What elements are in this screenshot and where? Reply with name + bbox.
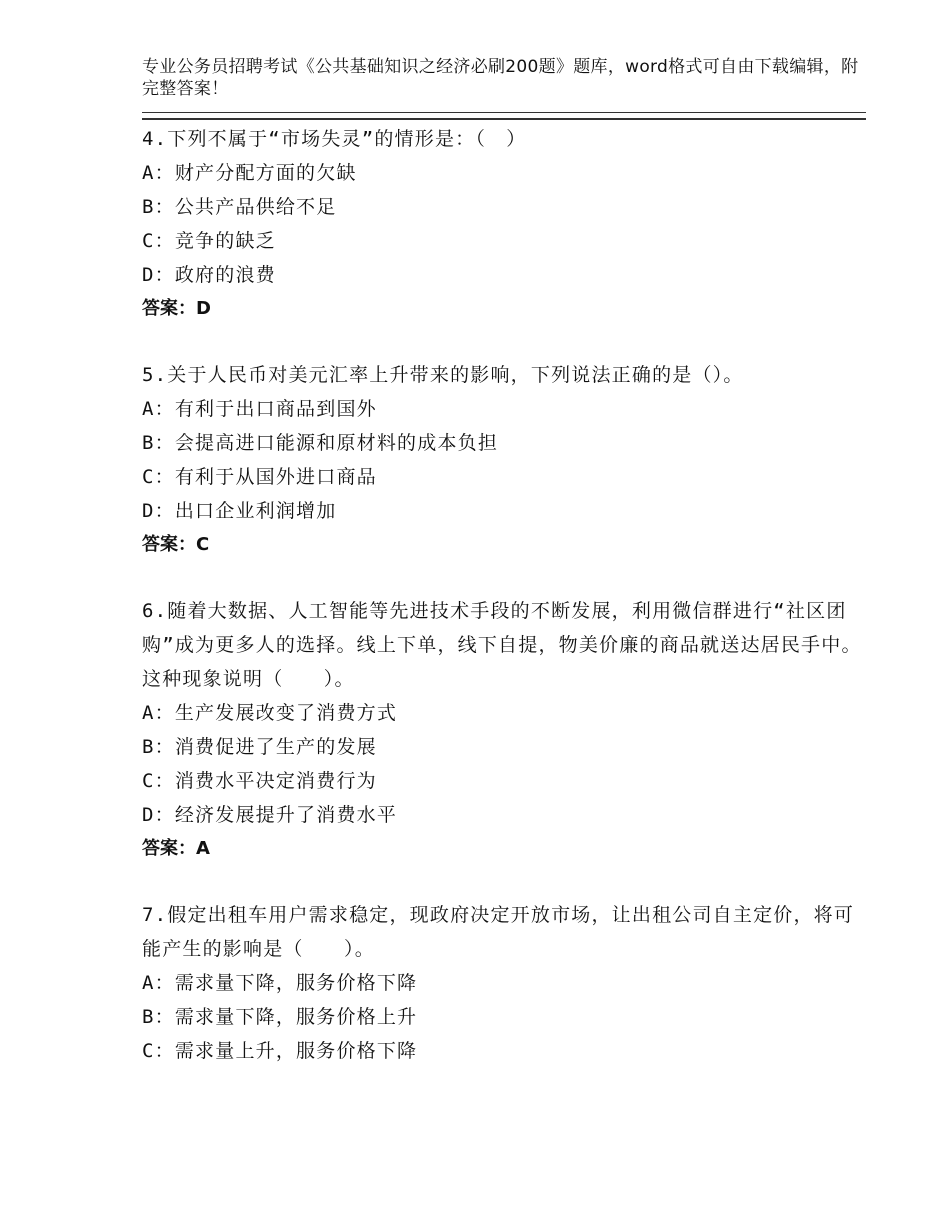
option-b: B：需求量下降，服务价格上升 xyxy=(142,1006,418,1028)
answer: 答案：C xyxy=(142,534,210,555)
option-c: C：消费水平决定消费行为 xyxy=(142,770,377,792)
option-d: D：经济发展提升了消费水平 xyxy=(142,804,398,826)
option-c: C：需求量上升，服务价格下降 xyxy=(142,1040,418,1062)
question-stem: 5.关于人民币对美元汇率上升带来的影响，下列说法正确的是（）。 xyxy=(142,364,744,386)
question-4 xyxy=(142,122,866,326)
question-7 xyxy=(142,898,866,1068)
option-a: A：生产发展改变了消费方式 xyxy=(142,702,398,724)
question-6 xyxy=(142,594,866,866)
option-d: D：出口企业利润增加 xyxy=(142,500,337,522)
option-b: B：会提高进口能源和原材料的成本负担 xyxy=(142,432,499,454)
answer: 答案：A xyxy=(142,838,210,859)
header-divider xyxy=(142,112,866,120)
question-stem: 4.下列不属于“市场失灵”的情形是：（ ） xyxy=(142,128,527,150)
option-a: A：需求量下降，服务价格下降 xyxy=(142,972,418,994)
question-stem: 7.假定出租车用户需求稳定，现政府决定开放市场，让出租公司自主定价，将可能产生的影响是（ ）。 xyxy=(142,904,855,960)
option-b: B：消费促进了生产的发展 xyxy=(142,736,377,758)
question-stem: 6.随着大数据、人工智能等先进技术手段的不断发展，利用微信群进行“社区团购”成为更多人的选择。线上下单，线下自提，物美价廉的商品就送达居民手中。这种现象说明（ ）。 xyxy=(142,600,862,690)
document-page xyxy=(142,56,866,1100)
option-a: A：财产分配方面的欠缺 xyxy=(142,162,357,184)
option-b: B：公共产品供给不足 xyxy=(142,196,337,218)
option-c: C：竞争的缺乏 xyxy=(142,230,276,252)
option-c: C：有利于从国外进口商品 xyxy=(142,466,377,488)
answer: 答案：D xyxy=(142,298,211,319)
document-header: 专业公务员招聘考试《公共基础知识之经济必刷200题》题库，word格式可自由下载编辑，附完整答案！ xyxy=(142,57,859,99)
option-a: A：有利于出口商品到国外 xyxy=(142,398,377,420)
option-d: D：政府的浪费 xyxy=(142,264,276,286)
question-5 xyxy=(142,358,866,562)
question-list xyxy=(142,122,866,1068)
